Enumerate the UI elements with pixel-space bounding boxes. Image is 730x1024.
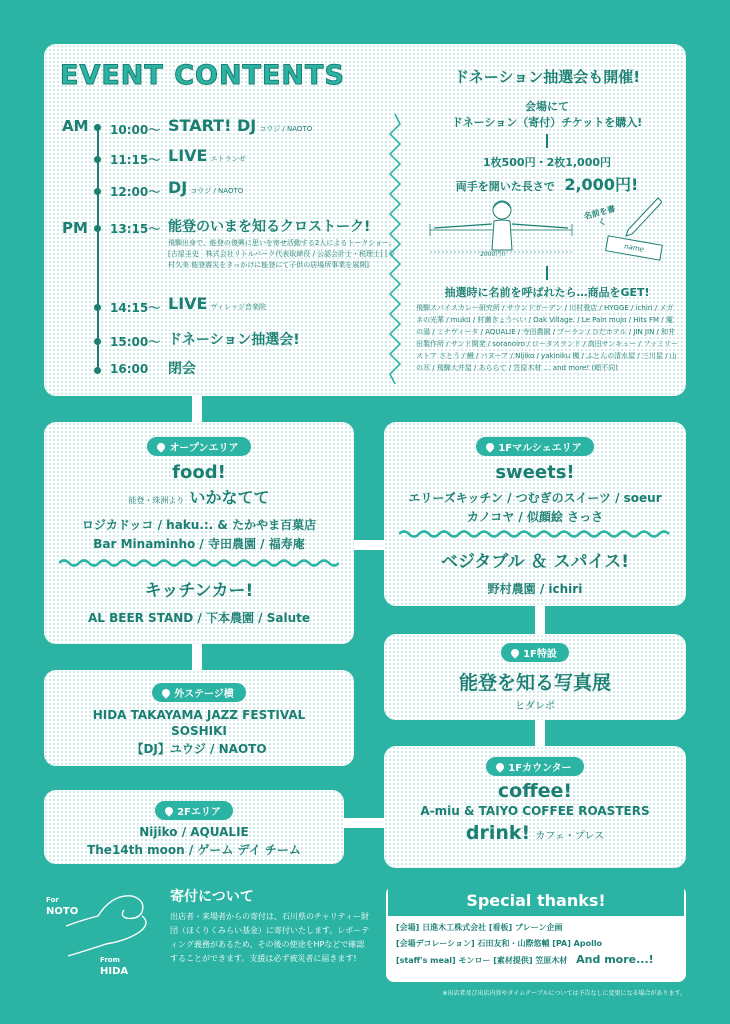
schedule-name: 能登のいまを知るクロストーク! bbox=[168, 219, 371, 235]
crosstalk-description: 飛騨出身で、能登の復興に思いを寄せ活動する2人によるトークショー。[古屋圭史 株式会社リトルバーク代表取締役 / 公認会計士・税理士] [今村久美 能登震災をきっかけに能登にて子供の居場所事業を展開] bbox=[168, 239, 396, 269]
noto-label: NOTO bbox=[46, 906, 79, 917]
location-pin-icon bbox=[161, 687, 172, 698]
thanks-title: Special thanks! bbox=[388, 886, 684, 916]
photo-sub: ヒダレポ bbox=[515, 701, 555, 712]
food-line2: Bar Minaminho / 寺田農園 / 福寿庵 bbox=[93, 537, 305, 551]
schedule-name: ドネーション抽選会! bbox=[168, 332, 300, 348]
sweets-title: sweets! bbox=[495, 462, 575, 483]
location-pin-icon bbox=[485, 441, 496, 452]
drink-sub: カフェ・プレス bbox=[535, 831, 605, 842]
coffee-title: coffee! bbox=[497, 780, 573, 802]
location-pin-icon bbox=[156, 441, 167, 452]
sweets-line1: エリーズキッチン / つむぎのスイーツ / soeur bbox=[408, 491, 662, 505]
connector bbox=[192, 640, 202, 670]
for-label: For bbox=[46, 896, 59, 904]
location-pin-icon bbox=[163, 805, 174, 816]
kitchen-line: AL BEER STAND / 下本農園 / Salute bbox=[87, 611, 310, 625]
location-badge bbox=[501, 643, 569, 662]
outdoor-line2: SOSHIKI bbox=[171, 724, 227, 738]
food-line1: ロジカドッコ / haku.:. & たかやま百菓店 bbox=[81, 518, 317, 532]
schedule-name-text: LIVE bbox=[168, 294, 208, 313]
schedule-name bbox=[168, 178, 243, 197]
schedule-name bbox=[168, 294, 266, 313]
am-label: AM bbox=[62, 117, 89, 135]
photo-title: 能登を知る写真展 bbox=[458, 672, 611, 694]
photo-exhibition-card bbox=[384, 634, 686, 720]
schedule-time: 16:00 bbox=[110, 362, 149, 376]
event-contents-card bbox=[44, 44, 686, 396]
location-badge bbox=[486, 757, 583, 776]
location-label: オープンエリア bbox=[169, 443, 239, 454]
schedule-name-text: LIVE bbox=[168, 146, 208, 165]
thanks-line3 bbox=[396, 953, 654, 966]
thanks-line2: [会場デコレーション] 石田友和・山際悠輔 [PA] Apollo bbox=[396, 939, 603, 948]
arms-text: 両手を開いた長さで bbox=[455, 180, 555, 193]
schedule-time: 13:15〜 bbox=[110, 222, 161, 236]
location-badge bbox=[476, 437, 593, 456]
connector bbox=[535, 604, 545, 636]
footnote: ※出店者及び出店内容やタイムテーブルについては予告なしに変更になる場合があります。 bbox=[442, 990, 686, 997]
thanks-more: And more...! bbox=[576, 953, 654, 966]
thanks-line3-text: [staff's meal] モンロー [素材提供] 笠原木材 bbox=[396, 956, 568, 965]
marche-area-card bbox=[384, 422, 686, 606]
area-2f-card bbox=[44, 790, 344, 864]
timeline-dot bbox=[94, 367, 101, 374]
drink-title: drink! bbox=[465, 822, 531, 844]
schedule-time: 11:15〜 bbox=[110, 153, 161, 167]
location-badge bbox=[147, 437, 250, 456]
donation-get: 抽選時に名前を呼ばれたら…商品をGET! bbox=[444, 286, 650, 299]
food-main: いかなてて bbox=[189, 488, 270, 507]
pencil-icon bbox=[622, 196, 662, 240]
donation-price: 1枚500円・2枚1,000円 bbox=[482, 156, 612, 169]
veg-title: ベジタブル ＆ スパイス! bbox=[440, 552, 630, 572]
connector bbox=[340, 818, 390, 828]
location-label: 1Fマルシェエリア bbox=[498, 443, 582, 454]
donation-info-title: 寄付について bbox=[170, 889, 254, 905]
schedule-name bbox=[168, 116, 312, 135]
schedule-time: 12:00〜 bbox=[110, 185, 161, 199]
veg-line: 野村農園 / ichiri bbox=[487, 582, 583, 596]
donation-info-body: 出店者・来場者からの寄付は、石川県のチャリティー財団（ほくりくみらい基金）に寄付いたします。レポーティング義務があるため、その後の使途をHPなどで確認することができます。支援は必ず被災者に届きます! bbox=[170, 912, 370, 963]
food-prefix: 能登・珠洲より bbox=[128, 496, 185, 505]
schedule-sub: ヴィレッジ音楽院 bbox=[210, 303, 266, 311]
location-badge bbox=[152, 683, 246, 702]
open-area-card bbox=[44, 422, 354, 644]
schedule-sub: エトランゼ bbox=[210, 155, 246, 163]
donation-line2: ドネーション（寄付）チケットを購入! bbox=[451, 116, 643, 129]
sweets-line2: カノコヤ / 似顔絵 さっさ bbox=[466, 510, 604, 524]
timeline-dot bbox=[94, 156, 101, 163]
wave-divider bbox=[399, 529, 671, 539]
drink-row bbox=[384, 822, 686, 844]
zigzag-divider bbox=[388, 114, 402, 384]
outdoor-stage-card bbox=[44, 670, 354, 766]
area2f-line2: The14th moon / ゲーム デイ チーム bbox=[87, 843, 301, 857]
area2f-line1: Nijiko / AQUALIE bbox=[139, 825, 249, 839]
outdoor-line3: 【DJ】ユウジ / NAOTO bbox=[131, 742, 267, 756]
donation-arms bbox=[416, 172, 678, 195]
arms-price: 2,000円! bbox=[564, 175, 639, 194]
schedule-time: 15:00〜 bbox=[110, 335, 161, 349]
connector bbox=[192, 394, 202, 424]
coffee-line: A-miu & TAIYO COFFEE ROASTERS bbox=[420, 804, 650, 818]
location-label: 2Fエリア bbox=[177, 807, 221, 818]
food-title: food! bbox=[172, 462, 226, 483]
thanks-line1: [会場] 日進木工株式会社 [看板] ブレーン企画 bbox=[396, 923, 563, 932]
counter-card bbox=[384, 746, 686, 868]
event-title: EVENT CONTENTS bbox=[60, 60, 345, 91]
timeline-dot bbox=[94, 338, 101, 345]
divider-tick bbox=[546, 266, 548, 280]
divider-tick bbox=[546, 134, 548, 148]
schedule-name-text: DJ bbox=[168, 178, 188, 197]
schedule-name bbox=[168, 146, 245, 165]
wave-divider bbox=[59, 558, 339, 568]
special-thanks-card bbox=[386, 886, 686, 982]
location-label: 1F特設 bbox=[523, 649, 557, 660]
timeline-dot bbox=[94, 124, 101, 131]
location-label: 外ステージ横 bbox=[174, 689, 234, 700]
location-label: 1Fカウンター bbox=[508, 763, 572, 774]
outdoor-line1: HIDA TAKAYAMA JAZZ FESTIVAL bbox=[92, 708, 306, 722]
from-label: From bbox=[100, 956, 120, 964]
hida-label: HIDA bbox=[100, 966, 129, 977]
food-feature bbox=[44, 485, 354, 508]
donation-sponsors: 飛騨スパイスカレー研究所 / サウンドガーデン / 川村畳店 / HYGGE / ichiri / メガネの光華 / mukū / 村瀬きょうへい / Oak Village. / Le Pain mujo / Hits FM / 魔の湯 / ミナヴィータ / AQUALIE / 寺田農園 / プーラン / ひだホテル / JIN JIN / 和井田製作所 / サンド開発 / soranoiro / ロータスランド / 高田サンキュー / ファミリーストア さとう / 鰻 / パヌーア / Nijiko / yakiniku 楓 / ふとんの清水屋 / 三川屋 / 山の耳 / 飛騨大井屋 / あららて / 笠原木材 … and more! (順不同) bbox=[416, 304, 678, 372]
schedule-time: 14:15〜 bbox=[110, 301, 161, 315]
pm-label: PM bbox=[62, 219, 88, 237]
timeline-dot bbox=[94, 304, 101, 311]
location-badge bbox=[155, 801, 233, 820]
kitchen-title: キッチンカー! bbox=[144, 581, 254, 601]
connector bbox=[535, 717, 545, 747]
location-pin-icon bbox=[509, 647, 520, 658]
timeline-dot bbox=[94, 188, 101, 195]
schedule-name: 閉会 bbox=[168, 361, 196, 377]
location-pin-icon bbox=[495, 761, 506, 772]
name-tag-text: name bbox=[623, 242, 645, 254]
schedule-sub: コウジ / NAOTO bbox=[190, 187, 244, 195]
label-2000: 2000円!! bbox=[480, 251, 507, 258]
timeline-dot bbox=[94, 225, 101, 232]
schedule-time: 10:00〜 bbox=[110, 123, 161, 137]
schedule-name-text: START! DJ bbox=[168, 116, 257, 135]
name-write-label: 名前を書く bbox=[582, 204, 617, 228]
donation-title: ドネーション抽選会も開催! bbox=[453, 68, 641, 86]
donation-line1: 会場にて bbox=[525, 100, 569, 113]
schedule-sub: コウジ / NAOTO bbox=[259, 125, 313, 133]
